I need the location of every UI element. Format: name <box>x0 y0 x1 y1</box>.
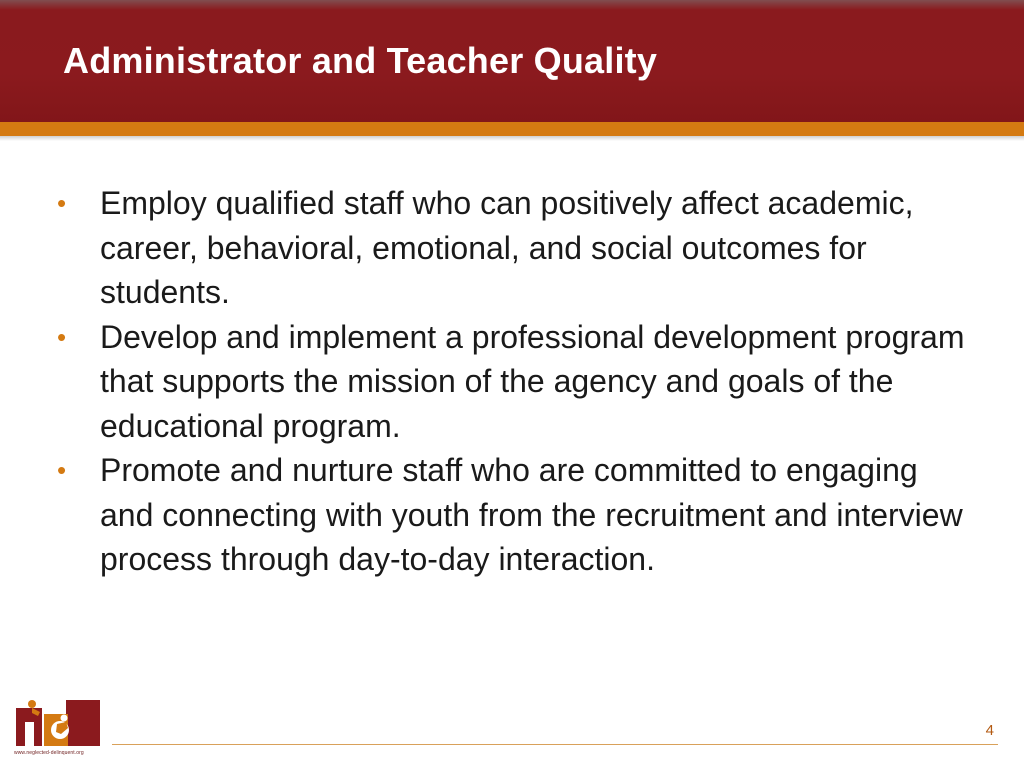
bullet-text: Develop and implement a professional development program that supports the mission of the agency and goals of the educational program. <box>100 318 965 444</box>
logo-url[interactable]: www.neglected-delinquent.org <box>14 750 84 756</box>
bullet-dot: • <box>57 321 67 352</box>
bullet-list <box>55 181 975 582</box>
bullet-text: Promote and nurture staff who are committed to engaging and connecting with youth from the recruitment and interview process through day-to-day interaction. <box>100 452 963 577</box>
accent-stripe <box>0 122 1024 136</box>
bullet-dot: • <box>57 455 67 485</box>
footer-divider <box>112 744 998 745</box>
bullet-text: Employ qualified staff who can positively affect academic, career, behavioral, emotional, and social outcomes for students. <box>100 185 914 310</box>
accent-shadow <box>0 136 1024 141</box>
header-top-shade <box>0 0 1024 10</box>
page-number: 4 <box>985 722 994 739</box>
nd-logo <box>14 698 104 760</box>
slide-title: Administrator and Teacher Quality <box>63 40 658 81</box>
nd-logo-mark <box>14 698 104 750</box>
bullet-item <box>55 315 975 449</box>
bullet-item <box>55 181 975 315</box>
bullet-dot: • <box>57 188 67 218</box>
bullet-item <box>55 448 975 582</box>
